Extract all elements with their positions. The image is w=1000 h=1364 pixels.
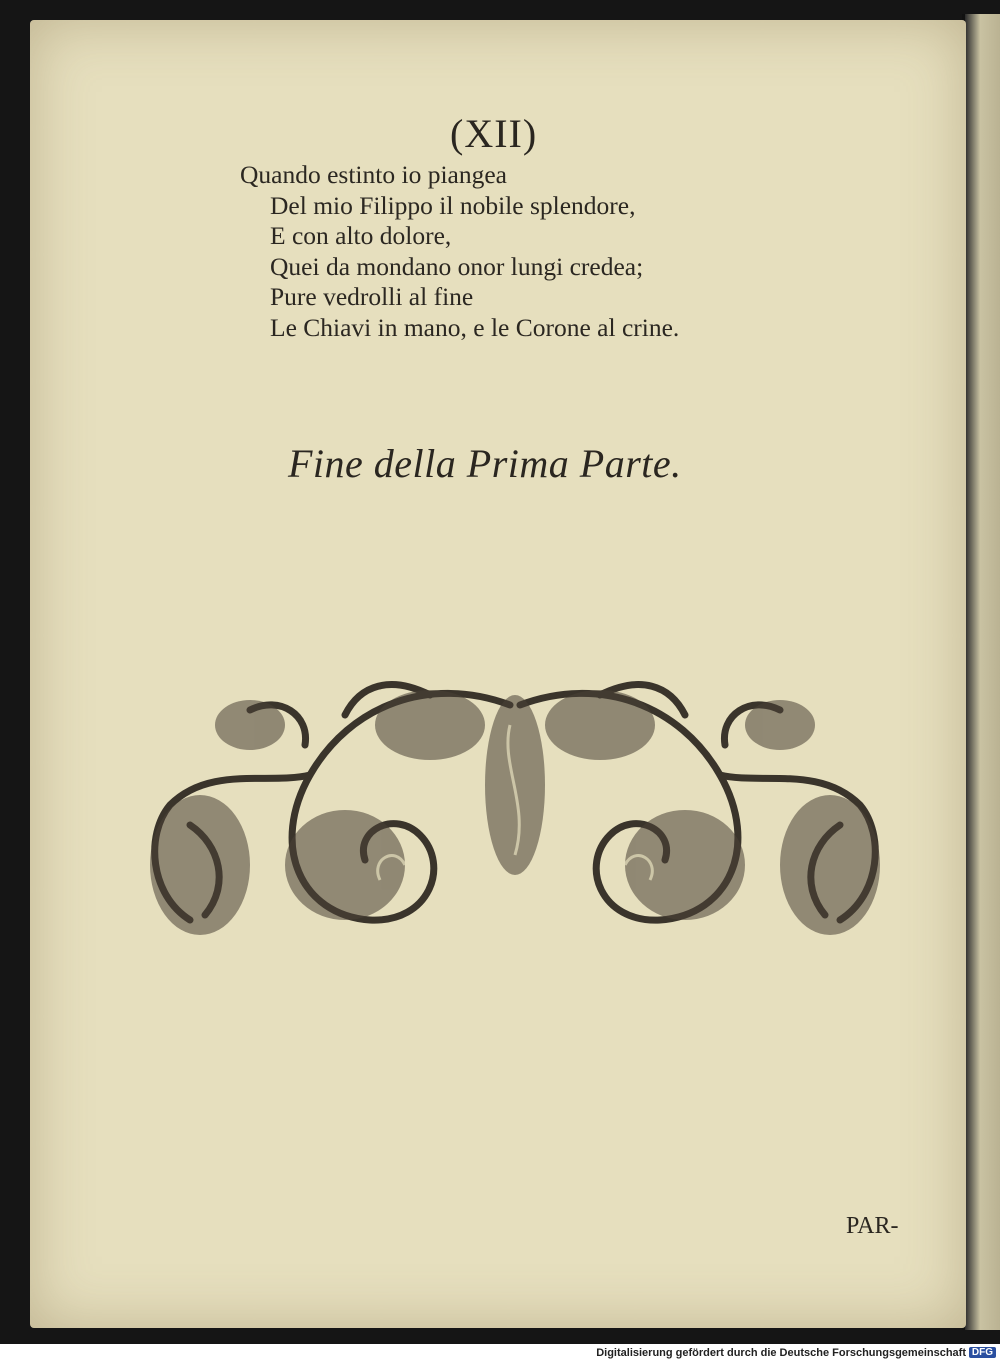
poem-line: Del mio Filippo il nobile splendore, [270,190,636,220]
poem-line: Quando estinto io piangea [240,160,507,189]
section-end-title: Fine della Prima Parte. [288,441,682,486]
catchword: PAR- [846,1213,899,1239]
next-page-edge [962,14,1000,1330]
footer-bar [0,1344,1000,1364]
dfg-logo-icon: DFG [969,1347,996,1358]
poem-line: Quei da mondano onor lungi credea; [270,251,644,281]
floral-ornament-icon [130,665,900,955]
poem-stanza [240,160,679,343]
book-page [30,20,966,1328]
page-number: (XII) [450,111,538,156]
poem-line: Pure vedrolli al fine [270,282,474,311]
poem-line: E con alto dolore, [270,221,452,250]
footer-credit: Digitalisierung gefördert durch die Deutsche Forschungsgemeinschaft [596,1347,966,1359]
poem-line: Le Chiavi in mano, e le Corone al crine. [270,312,680,342]
